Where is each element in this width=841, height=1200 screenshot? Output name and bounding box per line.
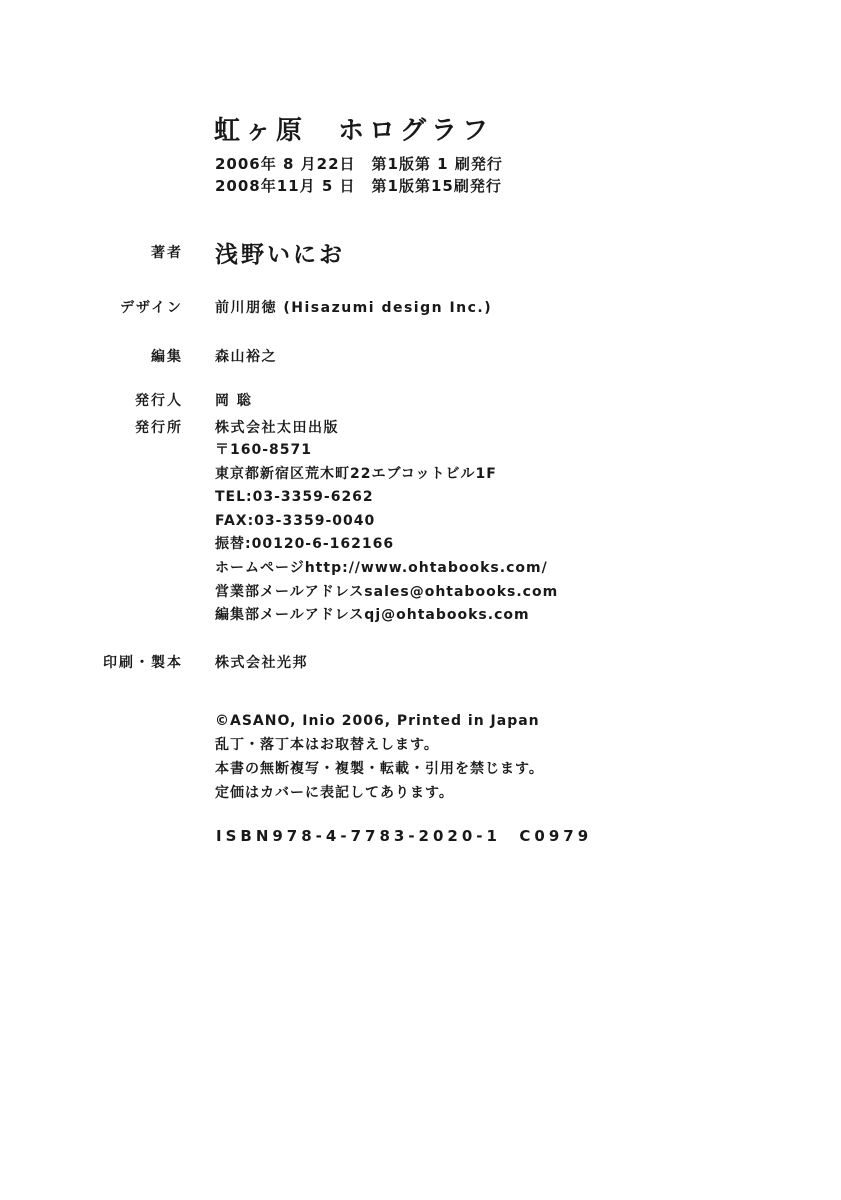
publisher-tel: TEL:03-3359-6262	[215, 489, 374, 506]
isbn-line: ISBN978-4-7783-2020-1 C0979	[216, 827, 593, 845]
publisher-homepage: ホームページhttp://www.ohtabooks.com/	[215, 559, 548, 576]
editor-label: 編集	[151, 349, 183, 365]
author-name: 浅野いにお	[215, 242, 345, 268]
legal-notes	[215, 709, 544, 805]
printing-company-name: 株式会社光邦	[215, 655, 308, 671]
publisher-fax: FAX:03-3359-0040	[215, 512, 376, 529]
printing-label: 印刷・製本	[103, 655, 183, 671]
edition-line-first-printing: 2006年 8 月22日 第1版第 1 刷発行	[215, 155, 503, 173]
publisher-address: 東京都新宿区荒木町22エブコットビル1F	[215, 465, 497, 482]
editor-name: 森山裕之	[215, 349, 277, 365]
copyright-line: ©ASANO, Inio 2006, Printed in Japan	[215, 713, 540, 729]
publisher-postal-code: 〒160-8571	[215, 442, 312, 458]
publisher-details	[215, 439, 558, 628]
publisher-person-name: 岡 聡	[215, 393, 253, 409]
publisher-company-label: 発行所	[135, 420, 183, 436]
publisher-postal-transfer: 振替:00120-6-162166	[215, 536, 395, 553]
edition-line-latest-printing: 2008年11月 5 日 第1版第15刷発行	[215, 177, 502, 195]
replacement-note: 乱丁・落丁本はお取替えします。	[215, 737, 439, 753]
designer-name: 前川朋徳 (Hisazumi design Inc.)	[215, 300, 493, 316]
book-title: 虹ヶ原 ホログラフ	[214, 116, 494, 146]
publisher-company-name: 株式会社太田出版	[215, 420, 339, 436]
publisher-sales-email: 営業部メールアドレスsales@ohtabooks.com	[215, 583, 559, 600]
publisher-person-label: 発行人	[135, 393, 183, 409]
price-note: 定価はカバーに表記してあります。	[215, 785, 454, 801]
publisher-editorial-email: 編集部メールアドレスqj@ohtabooks.com	[215, 607, 530, 624]
edition-history	[215, 153, 503, 197]
design-label: デザイン	[119, 300, 183, 316]
reproduction-note: 本書の無断複写・複製・転載・引用を禁じます。	[215, 761, 544, 777]
author-label: 著者	[151, 245, 183, 261]
